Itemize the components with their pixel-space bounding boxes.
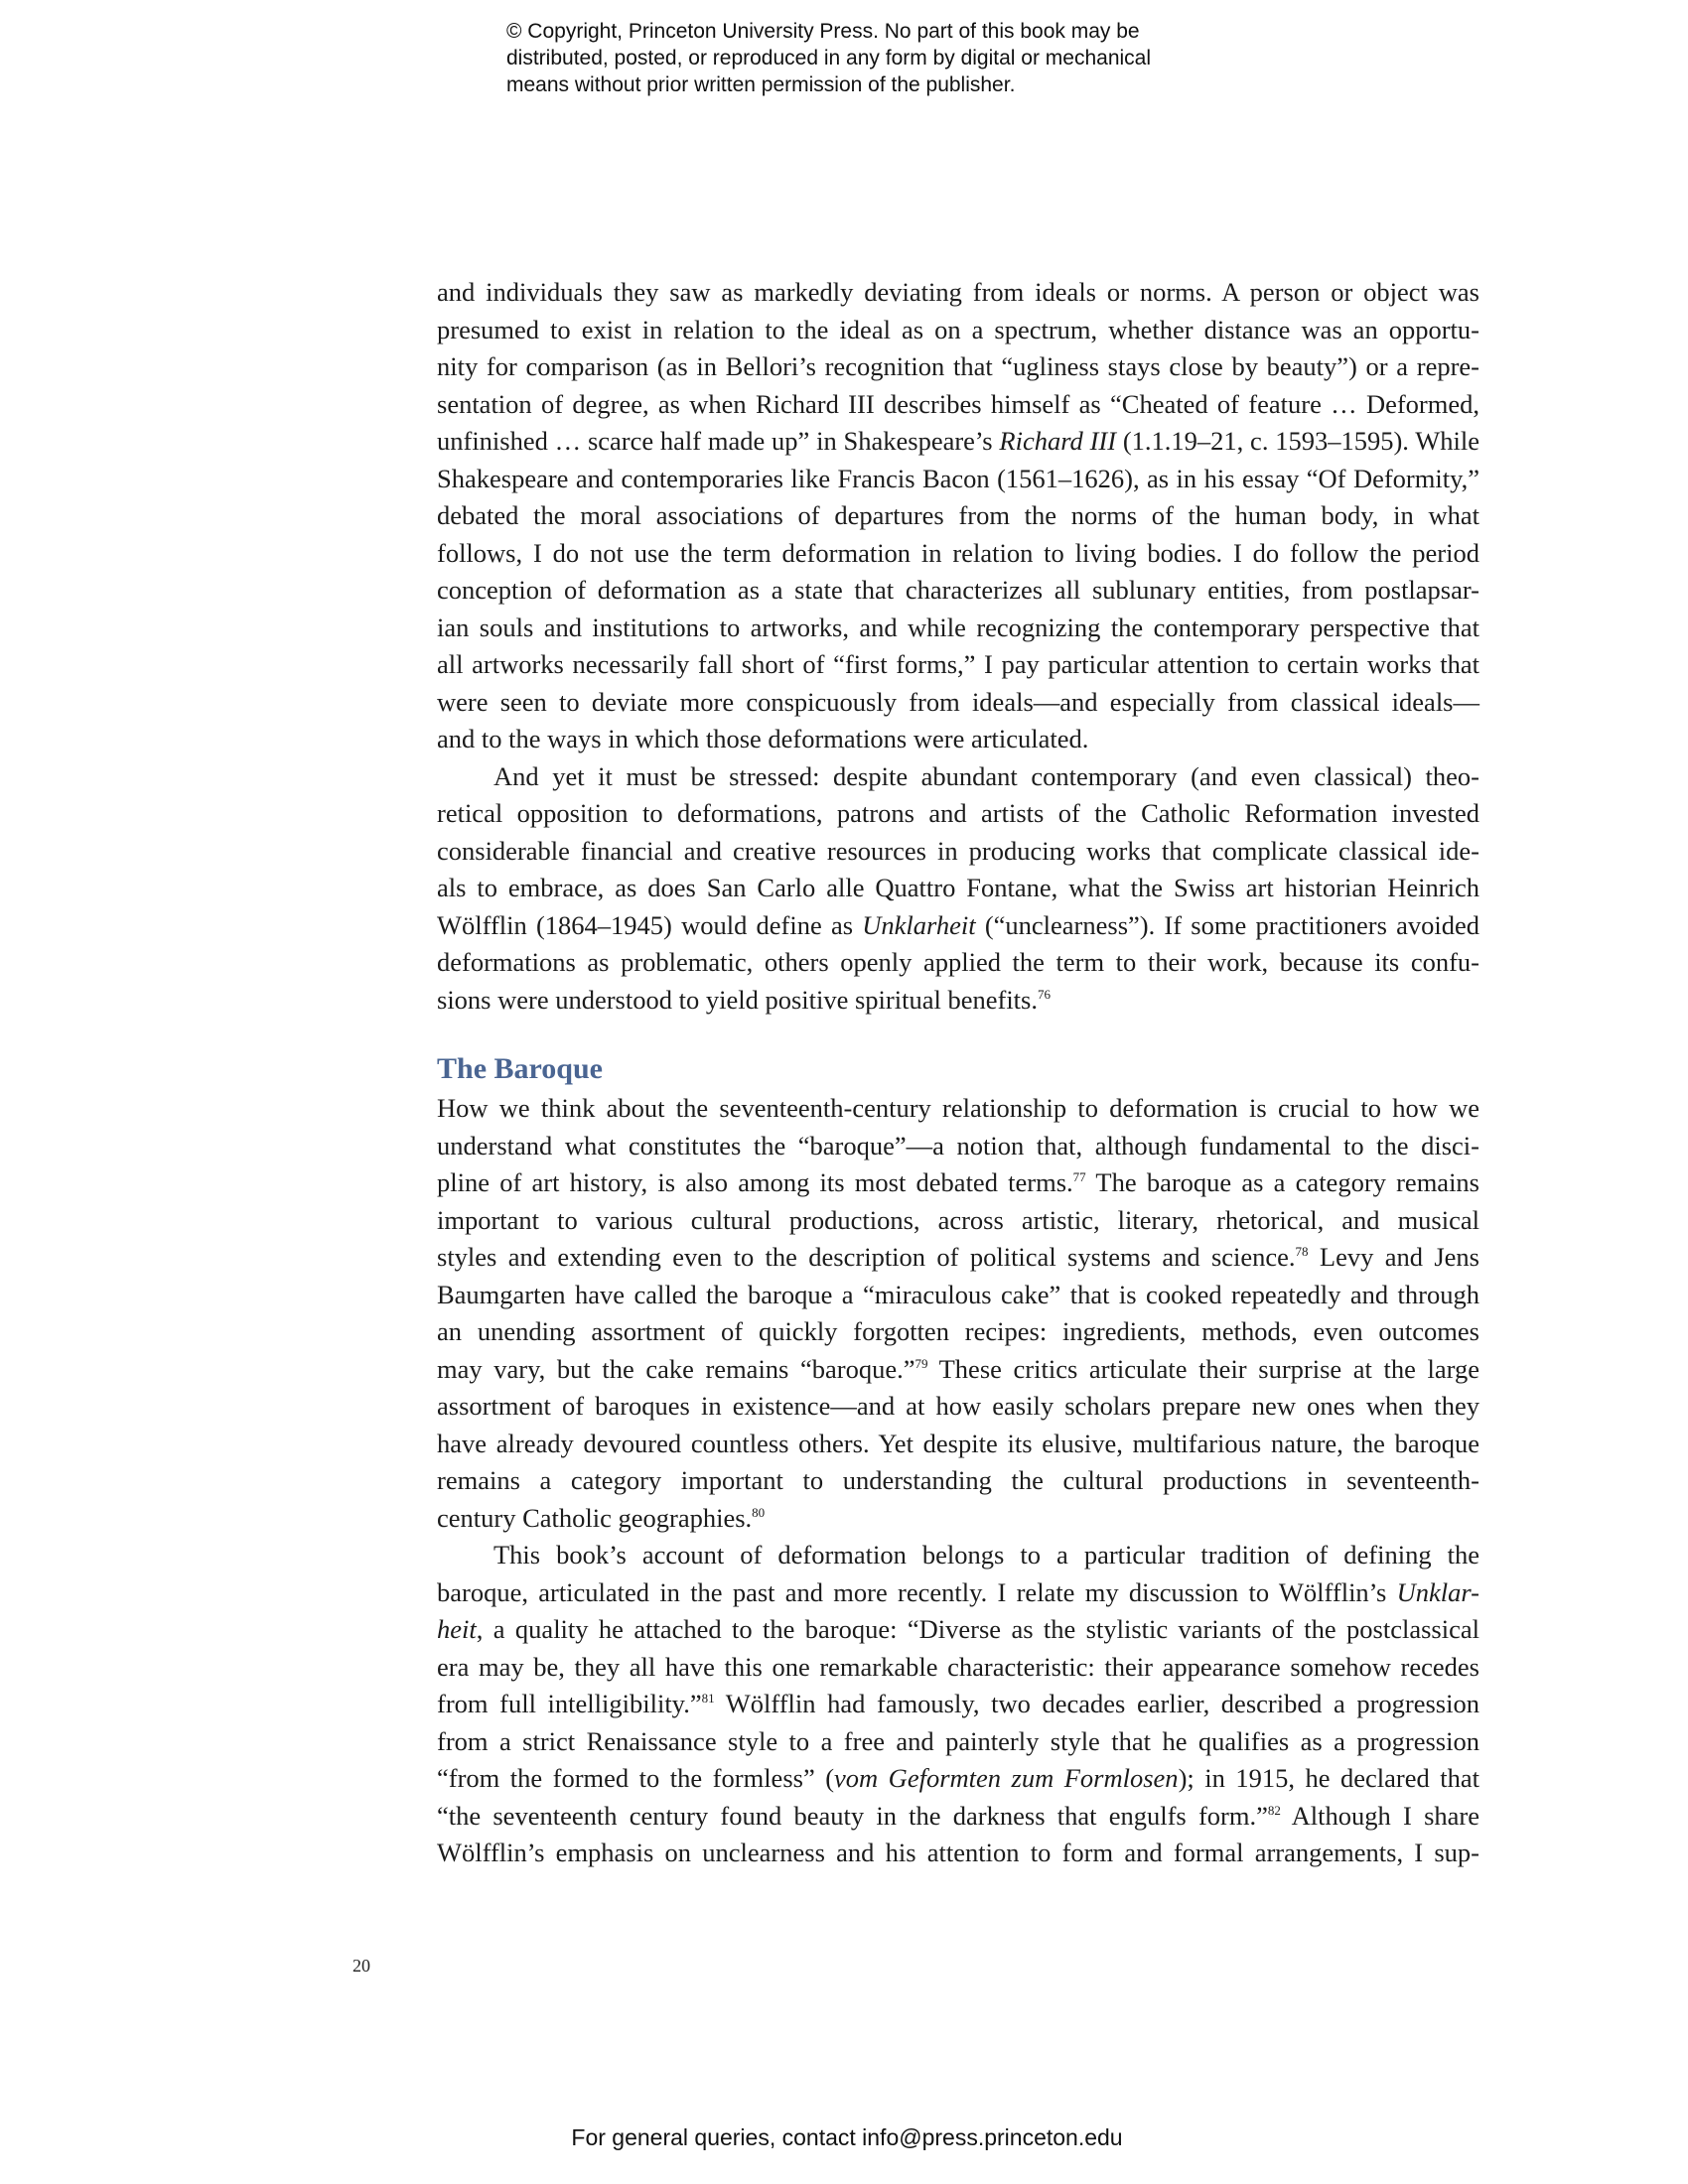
text-line: This book’s account of deformation belongs to a particular tradition of defining the: [493, 1540, 1479, 1570]
text-line: How we think about the seventeenth-century relationship to deformation is crucial to how we: [437, 1093, 1479, 1123]
text-line: may vary, but the cake remains “baroque.”$^{79}$ These critics articulate their surprise at the large: [437, 1353, 1479, 1384]
text-line: an unending assortment of quickly forgotten recipes: ingredients, methods, even outcomes: [437, 1316, 1479, 1346]
text-line: deformations as problematic, others openly applied the term to their work, because its confu-: [437, 947, 1479, 977]
text-line: from full intelligibility.”$^{81}$ Wölfflin had famously, two decades earlier, described a progression: [437, 1689, 1479, 1718]
italic-term: Richard III: [999, 426, 1117, 456]
text-line: were seen to deviate more conspicuously from ideals—and especially from classical ideals—: [437, 686, 1479, 717]
footer-text: For general queries, contact info@press.princeton.edu: [571, 2124, 1123, 2150]
text-line: And yet it must be stressed: despite abundant contemporary (and even classical) theo-: [493, 760, 1479, 791]
footnote-marker: 82: [1267, 1802, 1281, 1818]
text-line: have already devoured countless others. Yet despite its elusive, multifarious nature, the baroque: [437, 1428, 1479, 1458]
text-line: Shakespeare and contemporaries like Francis Bacon (1561–1626), as in his essay “Of Deformity,”: [437, 463, 1479, 493]
text-line: sentation of degree, as when Richard III describes himself as “Cheated of feature … Deformed,: [437, 388, 1479, 419]
section-spacer: [437, 1019, 1479, 1048]
text-line: remains a category important to understanding the cultural productions in seventeenth-: [437, 1465, 1479, 1495]
text-line: Wölfflin (1864–1945) would define as Unklarheit (“unclearness”). If some practitioners avoided: [437, 909, 1479, 940]
text-line: assortment of baroques in existence—and at how easily scholars prepare new ones when they: [437, 1391, 1479, 1421]
page-number: 20: [352, 1956, 370, 1976]
footnote-marker: 81: [701, 1691, 715, 1706]
copyright-line: © Copyright, Princeton University Press. No part of this book may be: [506, 20, 1140, 43]
footer-contact: [0, 2124, 1688, 2151]
text-line: Baumgarten have called the baroque a “miraculous cake” that is cooked repeatedly and through: [437, 1279, 1479, 1309]
text-line: sions were understood to yield positive spiritual benefits.$^{76}$: [437, 984, 1051, 1015]
page-body: [437, 274, 1479, 1872]
text-line: era may be, they all have this one remarkable characteristic: their appearance somehow recedes: [437, 1651, 1479, 1682]
text-line: baroque, articulated in the past and more recently. I relate my discussion to Wölfflin’s Unklar-: [437, 1576, 1479, 1607]
italic-term: Unklarheit: [862, 909, 976, 940]
italic-term: Unklar-: [1396, 1576, 1479, 1607]
text-line: “the seventeenth century found beauty in the darkness that engulfs form.”$^{82}$ Although I share: [437, 1800, 1479, 1831]
text-line: nity for comparison (as in Bellori’s recognition that “ugliness stays close by beauty”) or a repre-: [437, 351, 1479, 381]
text-line: understand what constitutes the “baroque”—a notion that, although fundamental to the disci-: [437, 1130, 1479, 1160]
footnote-marker: 77: [1072, 1169, 1086, 1184]
paragraph-1: [437, 274, 1479, 758]
text-line: ian souls and institutions to artworks, and while recognizing the contemporary perspective that: [437, 612, 1479, 642]
text-line: “from the formed to the formless” (vom Geformten zum Formlosen); in 1915, he declared that: [437, 1763, 1479, 1793]
footnote-marker: 80: [752, 1504, 766, 1520]
text-line: unfinished … scarce half made up” in Shakespeare’s Richard III (1.1.19–21, c. 1593–1595). While: [437, 426, 1479, 456]
footnote-marker: 79: [914, 1355, 928, 1371]
text-line: heit, a quality he attached to the baroque: “Diverse as the stylistic variants of the postclassical: [437, 1614, 1479, 1644]
text-line: considerable financial and creative resources in producing works that complicate classical ide-: [437, 835, 1479, 866]
text-line: conception of deformation as a state that characterizes all sublunary entities, from postlapsar-: [437, 575, 1479, 605]
copyright-line: distributed, posted, or reproduced in any form by digital or mechanical: [506, 47, 1152, 69]
footnote-marker: 78: [1295, 1244, 1309, 1259]
text-line: and individuals they saw as markedly deviating from ideals or norms. A person or object was: [437, 277, 1479, 307]
footnote-marker: 76: [1037, 986, 1051, 1002]
text-line: century Catholic geographies.$^{80}$: [437, 1502, 766, 1533]
text-line: als to embrace, as does San Carlo alle Quattro Fontane, what the Swiss art historian Heinrich: [437, 873, 1479, 902]
section-heading: The Baroque: [437, 1052, 603, 1085]
text-line: from a strict Renaissance style to a free and painterly style that he qualifies as a progression: [437, 1725, 1479, 1756]
text-line: styles and extending even to the description of political systems and science.$^{78}$ Levy and Jens: [437, 1242, 1479, 1272]
italic-term: heit: [437, 1614, 477, 1644]
text-line: presumed to exist in relation to the ideal as on a spectrum, whether distance was an opportu-: [437, 314, 1479, 344]
text-line: all artworks necessarily fall short of “first forms,” I pay particular attention to certain works that: [437, 649, 1479, 679]
text-line: and to the ways in which those deformations were articulated.: [437, 724, 1089, 753]
copyright-notice: [506, 18, 1221, 98]
paragraph-3: [437, 1090, 1479, 1537]
text-line: retical opposition to deformations, patrons and artists of the Catholic Reformation invested: [437, 798, 1479, 828]
text-line: important to various cultural productions, across artistic, literary, rhetorical, and musical: [437, 1204, 1479, 1235]
copyright-line: means without prior written permission of the publisher.: [506, 73, 1016, 96]
text-line: follows, I do not use the term deformation in relation to living bodies. I do follow the period: [437, 537, 1479, 568]
text-line: pline of art history, is also among its most debated terms.$^{77}$ The baroque as a category remains: [437, 1167, 1479, 1197]
paragraph-2: [437, 758, 1479, 1020]
italic-term: vom Geformten zum Formlosen: [834, 1763, 1179, 1793]
paragraph-4: [437, 1537, 1479, 1872]
text-line: Wölfflin’s emphasis on unclearness and his attention to form and formal arrangements, I sup-: [437, 1838, 1479, 1867]
text-line: debated the moral associations of departures from the norms of the human body, in what: [437, 500, 1479, 530]
